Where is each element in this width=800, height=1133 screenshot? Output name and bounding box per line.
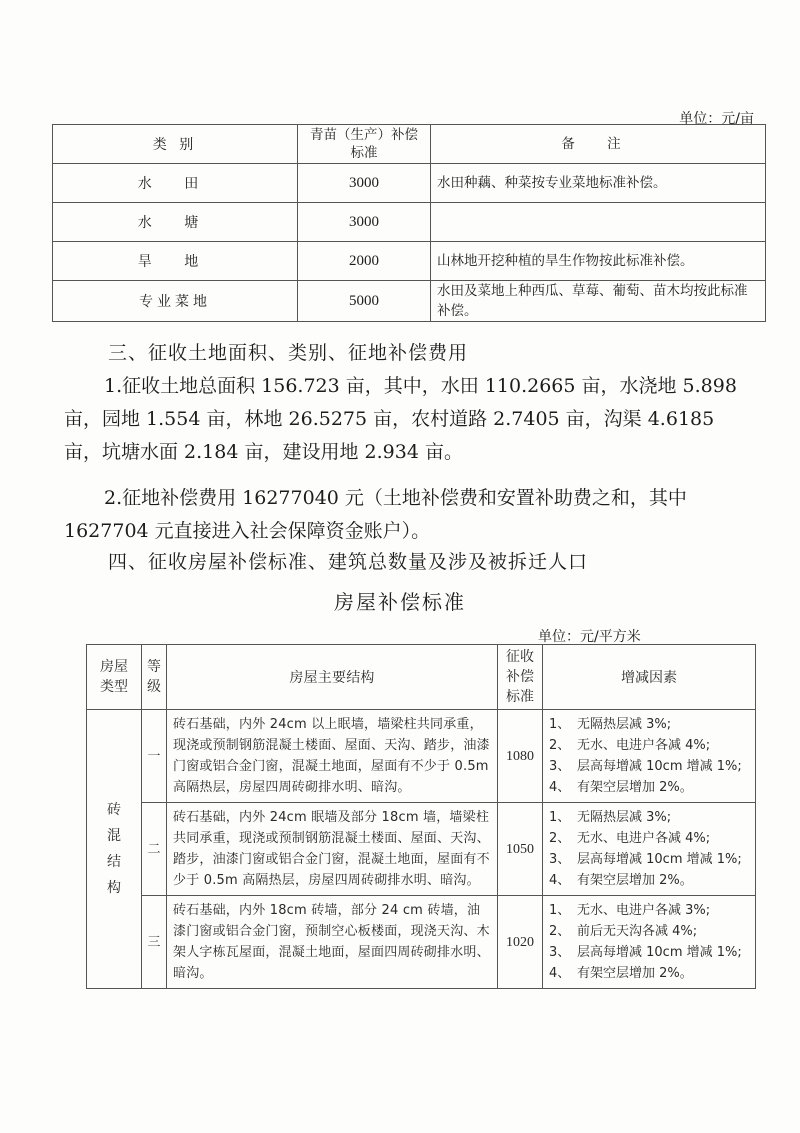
factor-text: 层高每增减 10cm 增减 1%; bbox=[577, 852, 742, 867]
standard-cell: 5000 bbox=[298, 281, 431, 322]
header-category: 类 别 bbox=[53, 125, 298, 164]
standard-cell: 3000 bbox=[298, 164, 431, 203]
factor-number: 3、 bbox=[549, 759, 571, 774]
compensation-fee-paragraph: 2.征地补偿费用 16277040 元（土地补偿费和安置补助费之和，其中 1627704 元直接进入社会保障资金账户）。 bbox=[64, 487, 687, 542]
factor-item bbox=[549, 807, 749, 828]
structure-cell: 砖石基础，内外 24cm 以上眠墙，墙梁柱共同承重，现浇或预制钢筋混凝土楼面、屋面、天沟、踏步，油漆门窗或铝合金门窗，混凝土地面，屋面有不少于 0.5m 高隔热层，房屋四周砖砌排水明、暗沟。 bbox=[167, 710, 498, 803]
header-structure: 房屋主要结构 bbox=[167, 645, 498, 710]
factor-item bbox=[549, 900, 749, 921]
header-grade bbox=[142, 645, 167, 710]
factor-number: 4、 bbox=[549, 966, 571, 981]
header-note: 备 注 bbox=[431, 125, 766, 164]
header-standard bbox=[498, 645, 543, 710]
table-row bbox=[87, 896, 756, 989]
note-cell: 水田及菜地上种西瓜、草莓、葡萄、苗木均按此标准补偿。 bbox=[431, 281, 766, 322]
standard-cell: 3000 bbox=[298, 203, 431, 242]
table-header-row bbox=[53, 125, 766, 164]
factor-number: 2、 bbox=[549, 738, 571, 753]
structure-cell: 砖石基础，内外 24cm 眠墙及部分 18cm 墙，墙梁柱共同承重，现浇或预制钢筋混凝土楼面、屋面、天沟、踏步，油漆门窗或铝合金门窗，混凝土地面，屋面有不少于 0.5m 高隔热层，房屋四周砖砌排水明、暗沟。 bbox=[167, 803, 498, 896]
factors-cell bbox=[543, 803, 756, 896]
table-row bbox=[53, 281, 766, 322]
factor-text: 无水、电进户各减 4%; bbox=[577, 831, 711, 846]
factor-item bbox=[549, 777, 749, 798]
header-standard: 青苗（生产）补偿标准 bbox=[298, 125, 431, 164]
header-type bbox=[87, 645, 142, 710]
category-cell: 旱 地 bbox=[53, 242, 298, 281]
factor-number: 3、 bbox=[549, 945, 571, 960]
factor-item bbox=[549, 921, 749, 942]
grade-cell: 一 bbox=[142, 710, 167, 803]
table2-unit: 单位：元/平方米 bbox=[538, 629, 641, 645]
factor-item bbox=[549, 756, 749, 777]
factor-item bbox=[549, 963, 749, 984]
factor-number: 4、 bbox=[549, 873, 571, 888]
factor-number: 1、 bbox=[549, 810, 571, 825]
category-cell: 水 田 bbox=[53, 164, 298, 203]
factor-item bbox=[549, 849, 749, 870]
grade-cell: 三 bbox=[142, 896, 167, 989]
factor-text: 有架空层增加 2%。 bbox=[577, 873, 693, 888]
table-row bbox=[53, 164, 766, 203]
standard-cell: 2000 bbox=[298, 242, 431, 281]
factor-text: 层高每增减 10cm 增减 1%; bbox=[577, 945, 742, 960]
factor-number: 2、 bbox=[549, 924, 571, 939]
type-cell bbox=[87, 710, 142, 989]
category-cell: 水 塘 bbox=[53, 203, 298, 242]
factor-text: 有架空层增加 2%。 bbox=[577, 780, 693, 795]
standard-cell: 1080 bbox=[498, 710, 543, 803]
factor-text: 无隔热层减 3%; bbox=[577, 717, 672, 732]
table1-unit: 单位：元/亩 bbox=[679, 111, 754, 127]
header-factors: 增减因素 bbox=[543, 645, 756, 710]
factor-item bbox=[549, 828, 749, 849]
table-row bbox=[87, 803, 756, 896]
standard-cell: 1020 bbox=[498, 896, 543, 989]
type-label: 砖混结构 bbox=[107, 802, 121, 896]
factor-text: 有架空层增加 2%。 bbox=[577, 966, 693, 981]
standard-cell: 1050 bbox=[498, 803, 543, 896]
factor-number: 1、 bbox=[549, 717, 571, 732]
factor-item bbox=[549, 714, 749, 735]
land-area-paragraph: 1.征收土地总面积 156.723 亩，其中，水田 110.2665 亩，水浇地 5.898 亩，园地 1.554 亩，林地 26.5275 亩，农村道路 2.7405 亩，沟渠 4.6185 亩，坑塘水面 2.184 亩，建设用地 2.934 亩。 bbox=[64, 375, 737, 463]
factor-text: 无水、电进户各减 4%; bbox=[577, 738, 711, 753]
note-cell bbox=[431, 203, 766, 242]
factor-text: 前后无天沟各减 4%; bbox=[577, 924, 698, 939]
factor-text: 无水、电进户各减 3%; bbox=[577, 903, 711, 918]
factor-text: 无隔热层减 3%; bbox=[577, 810, 672, 825]
factor-item bbox=[549, 735, 749, 756]
note-cell: 水田种藕、种菜按专业菜地标准补偿。 bbox=[431, 164, 766, 203]
housing-compensation-table bbox=[86, 644, 756, 989]
factor-text: 层高每增减 10cm 增减 1%; bbox=[577, 759, 742, 774]
category-cell: 专业菜地 bbox=[53, 281, 298, 322]
section3-heading: 三、征收土地面积、类别、征地补偿费用 bbox=[108, 342, 469, 364]
factors-cell bbox=[543, 710, 756, 803]
header-standard-label: 征收补偿标准 bbox=[506, 649, 534, 705]
housing-table-title: 房屋补偿标准 bbox=[334, 590, 466, 614]
seedling-compensation-table bbox=[52, 124, 766, 322]
table-header-row bbox=[87, 645, 756, 710]
factor-number: 4、 bbox=[549, 780, 571, 795]
factors-cell bbox=[543, 896, 756, 989]
factor-item bbox=[549, 870, 749, 891]
section4-heading: 四、征收房屋补偿标准、建筑总数量及涉及被拆迁人口 bbox=[108, 551, 589, 573]
grade-cell: 二 bbox=[142, 803, 167, 896]
header-type-label: 房屋类型 bbox=[100, 659, 128, 695]
header-grade-label: 等级 bbox=[147, 659, 161, 695]
factor-number: 3、 bbox=[549, 852, 571, 867]
table-row bbox=[53, 203, 766, 242]
table-row bbox=[53, 242, 766, 281]
structure-cell: 砖石基础，内外 18cm 砖墙，部分 24 cm 砖墙，油漆门窗或铝合金门窗，预制空心板楼面，现浇天沟、木架人字栋瓦屋面，混凝土地面，屋面四周砖砌排水明、暗沟。 bbox=[167, 896, 498, 989]
factor-number: 2、 bbox=[549, 831, 571, 846]
factor-item bbox=[549, 942, 749, 963]
factor-number: 1、 bbox=[549, 903, 571, 918]
note-cell: 山林地开挖种植的旱生作物按此标准补偿。 bbox=[431, 242, 766, 281]
table-row bbox=[87, 710, 756, 803]
